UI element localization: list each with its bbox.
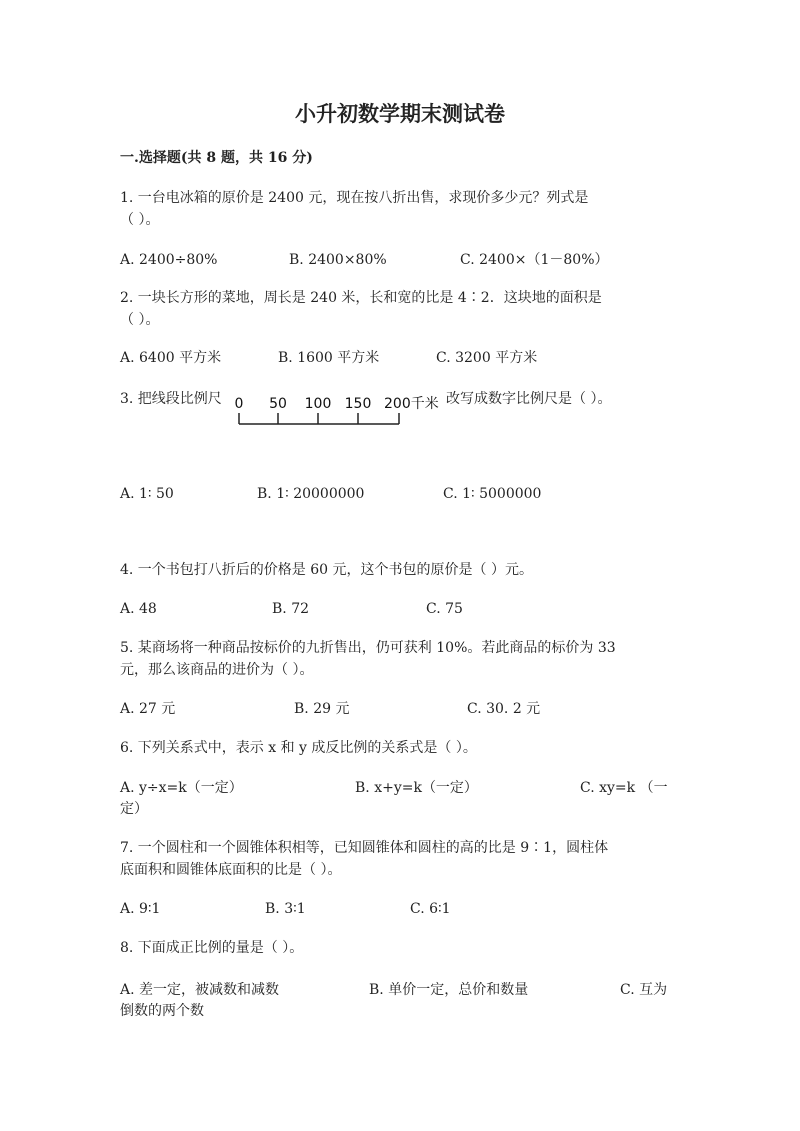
question-1-stem-line-1: 1. 一台电冰箱的原价是 2400 元，现在按八折出售，求现价多少元？列式是 xyxy=(120,190,589,206)
question-3-stem-before: 3. 把线段比例尺 xyxy=(120,391,222,407)
question-7-stem-line-2: 底面积和圆锥体底面积的比是（ ）。 xyxy=(120,862,342,878)
question-3-option-c: C. 1∶ 5000000 xyxy=(443,486,542,502)
scale-label-50: 50 xyxy=(269,396,287,412)
line-scale-figure xyxy=(236,392,446,432)
question-4-stem-line-1: 4. 一个书包打八折后的价格是 60 元，这个书包的原价是（ ）元。 xyxy=(120,562,533,578)
question-7-option-b: B. 3∶1 xyxy=(265,901,306,917)
question-7-stem-line-1: 7. 一个圆柱和一个圆锥体积相等，已知圆锥体和圆柱的高的比是 9∶1，圆柱体 xyxy=(120,840,609,856)
question-8-option-b: B. 单价一定，总价和数量 xyxy=(369,982,529,998)
question-8-option-wrap: 倒数的两个数 xyxy=(120,1003,204,1019)
question-6-option-a: A. y÷x=k（一定） xyxy=(120,780,243,796)
question-3-option-a: A. 1∶ 50 xyxy=(120,486,174,502)
question-1-stem-line-2: （ ）。 xyxy=(120,212,160,228)
question-5-option-a: A. 27 元 xyxy=(120,701,176,717)
question-4-option-c: C. 75 xyxy=(426,601,463,617)
question-8-option-a: A. 差一定，被减数和减数 xyxy=(120,982,280,998)
page-title: 小升初数学期末测试卷 xyxy=(295,101,505,126)
question-6-stem-line-1: 6. 下列关系式中，表示 x 和 y 成反比例的关系式是（ ）。 xyxy=(120,740,477,756)
question-2-option-b: B. 1600 平方米 xyxy=(278,350,380,366)
question-2-option-c: C. 3200 平方米 xyxy=(436,350,538,366)
question-5-option-b: B. 29 元 xyxy=(294,701,350,717)
question-8-stem-line-1: 8. 下面成正比例的量是（ ）。 xyxy=(120,940,304,956)
question-3-option-b: B. 1∶ 20000000 xyxy=(257,486,365,502)
question-2-stem-line-1: 2. 一块长方形的菜地，周长是 240 米，长和宽的比是 4∶2．这块地的面积是 xyxy=(120,290,602,306)
question-5-stem-line-2: 元，那么该商品的进价为（ ）。 xyxy=(120,662,314,678)
scale-label-100: 100 xyxy=(304,396,332,412)
question-3-stem-after: 改写成数字比例尺是（ ）。 xyxy=(446,391,612,407)
question-6-option-c: C. xy=k （一 xyxy=(580,780,668,796)
section-heading: 一.选择题(共 8 题，共 16 分) xyxy=(120,150,313,166)
scale-label-0: 0 xyxy=(234,396,244,412)
scale-label-200km: 200千米 xyxy=(384,396,439,412)
question-7-option-c: C. 6∶1 xyxy=(410,901,451,917)
question-4-option-a: A. 48 xyxy=(120,601,157,617)
question-1-option-a: A. 2400÷80% xyxy=(120,252,218,268)
question-5-option-c: C. 30. 2 元 xyxy=(467,701,541,717)
question-6-option-b: B. x+y=k（一定） xyxy=(355,780,478,796)
question-8-option-c: C. 互为 xyxy=(620,982,668,998)
question-6-option-wrap: 定） xyxy=(120,801,148,817)
question-2-option-a: A. 6400 平方米 xyxy=(120,350,222,366)
question-2-stem-line-2: （ ）。 xyxy=(120,312,160,328)
question-7-option-a: A. 9∶1 xyxy=(120,901,161,917)
question-1-option-b: B. 2400×80% xyxy=(289,252,387,268)
question-5-stem-line-1: 5. 某商场将一种商品按标价的九折售出，仍可获利 10%。若此商品的标价为 33 xyxy=(120,640,616,656)
question-4-option-b: B. 72 xyxy=(272,601,310,617)
question-1-option-c: C. 2400×（1－80%） xyxy=(460,252,609,268)
scale-label-150: 150 xyxy=(344,396,372,412)
